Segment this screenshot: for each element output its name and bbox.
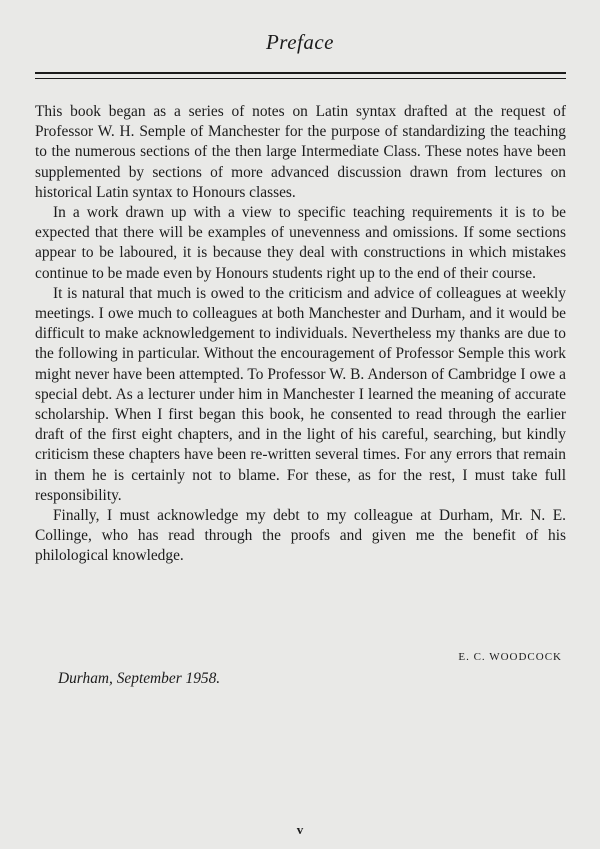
paragraph: This book began as a series of notes on Latin syntax drafted at the request of Professor W. H. Semple of Manchester for the purpose of standardizing the teaching to the numerous sections of the then large Intermediate Class. These notes have been supplemented by sections of more advanced discussion drawn from lectures on historical Latin syntax to Honours classes. [35, 103, 566, 201]
paragraph: It is natural that much is owed to the criticism and advice of colleagues at weekly meetings. I owe much to colleagues at both Manchester and Durham, and it would be difficult to make acknowledgement to individuals. Nevertheless my thanks are due to the following in particular. Without the encouragement of Professor Semple this work might never have been attempted. To Professor W. B. Anderson of Cambridge I owe a special debt. As a lecturer under him in Manchester I learned the meaning of accurate scholarship. When I first began this book, he consented to read through the earlier draft of the first eight chapters, and in the light of his careful, searching, but kindly criticism these chapters have been re-written several times. For any errors that remain in them he is certainly not to blame. For these, as for the rest, I must take full responsibility. [35, 284, 566, 504]
page-title: Preface [265, 30, 335, 54]
preface-body [35, 102, 566, 567]
place-and-date: Durham, September 1958. [58, 670, 221, 687]
page-number: v [296, 822, 304, 837]
heading-rule-thin [35, 78, 566, 79]
paragraph: Finally, I must acknowledge my debt to my colleague at Durham, Mr. N. E. Collinge, who has read through the proofs and given me the benefit of his philological knowledge. [35, 507, 566, 565]
heading-rule-thick [35, 72, 566, 74]
author-signature: E. C. WOODCOCK [458, 651, 562, 663]
paragraph: In a work drawn up with a view to specific teaching requirements it is to be expected that there will be examples of unevenness and omissions. If some sections appear to be laboured, it is because they deal with constructions in which mistakes continue to be made even by Honours students right up to the end of their course. [35, 204, 566, 282]
